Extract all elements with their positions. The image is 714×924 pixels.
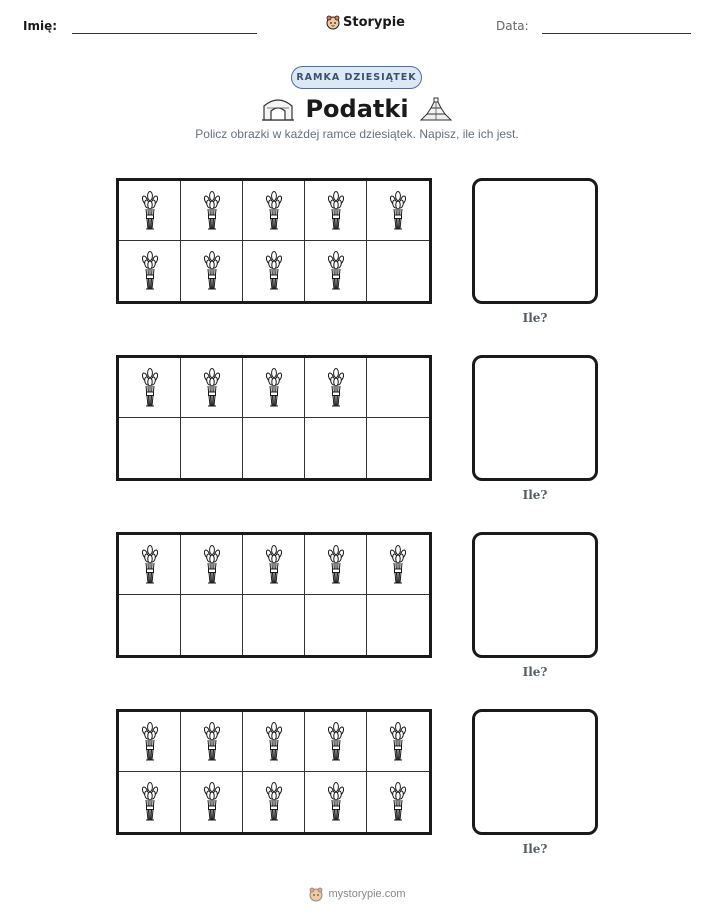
wheat-sheaf-icon [387, 722, 409, 762]
ten-frame-cell [243, 595, 305, 655]
name-input-line[interactable] [72, 33, 257, 34]
ten-frame-cell [119, 535, 181, 595]
ten-frame-cell [243, 418, 305, 478]
ten-frame [116, 178, 432, 304]
wheat-sheaf-icon [263, 722, 285, 762]
ten-frame [116, 532, 432, 658]
wheat-sheaf-icon [387, 191, 409, 231]
answer-box[interactable] [472, 709, 598, 835]
ten-frame-cell [181, 181, 243, 241]
ten-frame-cell [305, 595, 367, 655]
ten-frame-cell [367, 241, 429, 301]
ten-frame-cell [243, 535, 305, 595]
answer-box[interactable] [472, 178, 598, 304]
ten-frame-cell [119, 595, 181, 655]
ten-frame-cell [119, 241, 181, 301]
wheat-sheaf-icon [201, 545, 223, 585]
wheat-sheaf-icon [325, 251, 347, 291]
ten-frame-cell [367, 712, 429, 772]
wheat-sheaf-icon [263, 782, 285, 822]
ten-frame-cell [243, 358, 305, 418]
ten-frame-cell [119, 712, 181, 772]
ten-frame-cell [119, 358, 181, 418]
ten-frame [116, 355, 432, 481]
wheat-sheaf-icon [387, 545, 409, 585]
wheat-sheaf-icon [263, 545, 285, 585]
wheat-sheaf-icon [325, 782, 347, 822]
ten-frame-cell [181, 712, 243, 772]
ten-frame-cell [305, 772, 367, 832]
answer-box[interactable] [472, 532, 598, 658]
ten-frame-cell [181, 535, 243, 595]
wheat-sheaf-icon [139, 191, 161, 231]
wheat-sheaf-icon [325, 722, 347, 762]
ten-frame-cell [367, 181, 429, 241]
wheat-sheaf-icon [325, 545, 347, 585]
pie-mascot-icon [308, 886, 324, 902]
ten-frame-cell [367, 772, 429, 832]
question-label: Ile? [522, 311, 548, 325]
ten-frame-cell [305, 712, 367, 772]
wheat-sheaf-icon [201, 251, 223, 291]
ten-frame-cell [367, 595, 429, 655]
answer-box[interactable] [472, 355, 598, 481]
wheat-sheaf-icon [139, 545, 161, 585]
ten-frame-cell [367, 535, 429, 595]
logo-text: Storypie [343, 14, 405, 30]
wheat-sheaf-icon [325, 368, 347, 408]
wheat-sheaf-icon [201, 368, 223, 408]
wheat-sheaf-icon [139, 782, 161, 822]
wheat-sheaf-icon [139, 251, 161, 291]
wheat-sheaf-icon [201, 782, 223, 822]
wheat-sheaf-icon [201, 191, 223, 231]
question-label: Ile? [522, 488, 548, 502]
storypie-logo [326, 13, 405, 31]
wheat-sheaf-icon [387, 782, 409, 822]
title-row [0, 93, 714, 125]
ten-frame-cell [243, 772, 305, 832]
ten-frame-cell [181, 358, 243, 418]
ten-frame-cell [305, 358, 367, 418]
wheat-sheaf-icon [201, 722, 223, 762]
ten-frame-cell [119, 418, 181, 478]
name-label: Imię: [23, 19, 58, 33]
ten-frame-cell [181, 772, 243, 832]
pyramid-icon [419, 96, 453, 122]
ten-frame-cell [367, 418, 429, 478]
wheat-sheaf-icon [139, 368, 161, 408]
wheat-sheaf-icon [139, 722, 161, 762]
ten-frame-cell [119, 181, 181, 241]
page-title: Podatki [305, 95, 409, 123]
date-input-line[interactable] [542, 33, 691, 34]
ten-frame [116, 709, 432, 835]
ten-frame-cell [305, 181, 367, 241]
question-label: Ile? [522, 842, 548, 856]
wheat-sheaf-icon [263, 368, 285, 408]
ten-frame-cell [119, 772, 181, 832]
ten-frame-cell [181, 418, 243, 478]
wheat-sheaf-icon [263, 251, 285, 291]
ten-frame-cell [243, 712, 305, 772]
ten-frame-cell [305, 535, 367, 595]
footer [0, 886, 714, 902]
ten-frame-cell [305, 418, 367, 478]
wheat-sheaf-icon [325, 191, 347, 231]
date-label: Data: [496, 19, 529, 33]
granary-icon [261, 96, 295, 122]
wheat-sheaf-icon [263, 191, 285, 231]
ten-frame-cell [243, 181, 305, 241]
ten-frame-cell [181, 595, 243, 655]
pie-mascot-icon [326, 14, 340, 30]
ten-frame-cell [181, 241, 243, 301]
ten-frame-cell [305, 241, 367, 301]
question-label: Ile? [522, 665, 548, 679]
ten-frame-cell [367, 358, 429, 418]
category-badge: RAMKA DZIESIĄTEK [291, 66, 422, 89]
footer-url: mystorypie.com [328, 888, 406, 900]
ten-frame-cell [243, 241, 305, 301]
instructions: Policz obrazki w każdej ramce dziesiątek. Napisz, ile ich jest. [195, 127, 519, 141]
